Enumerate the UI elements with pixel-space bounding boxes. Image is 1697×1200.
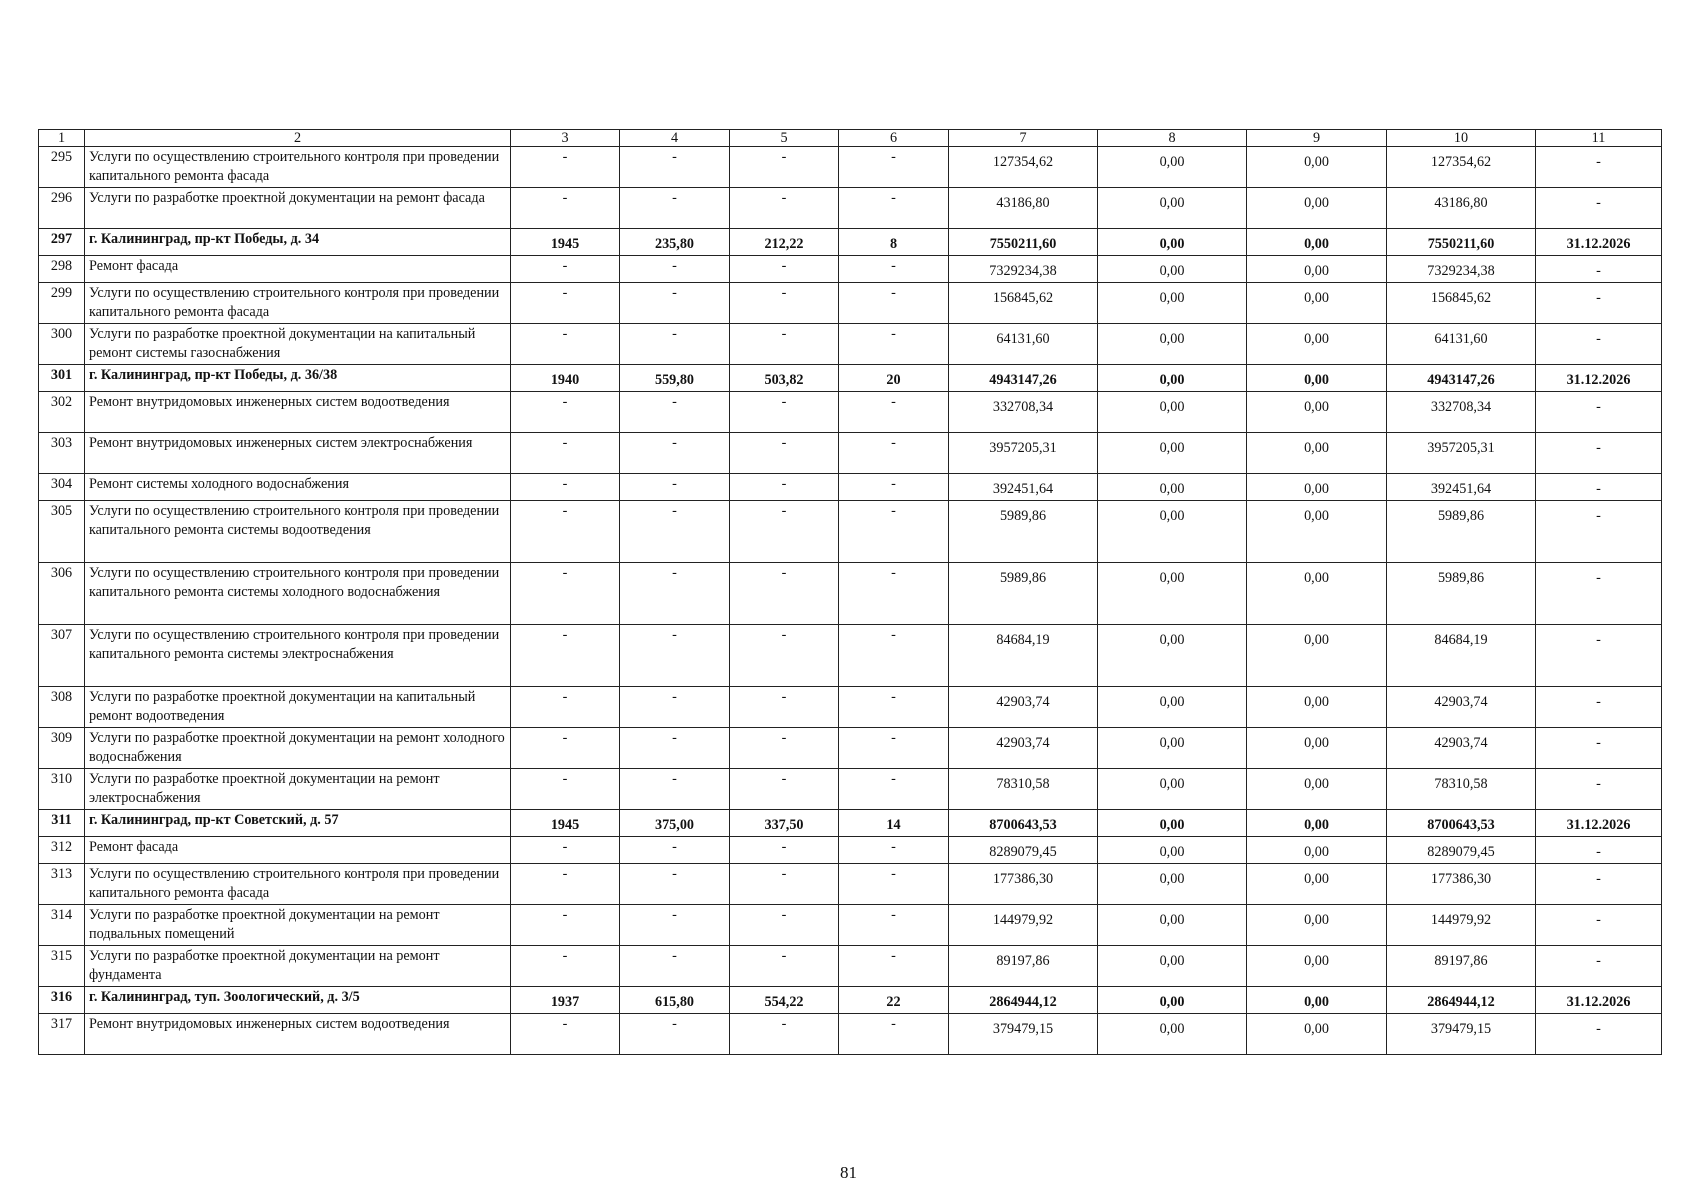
- owner-funds-cell: 3957205,31: [1387, 433, 1536, 474]
- owner-funds-cell: 332708,34: [1387, 392, 1536, 433]
- row-number-cell: 314: [39, 905, 85, 946]
- total-area-cell: -: [620, 1014, 730, 1055]
- header-cell: 7: [949, 130, 1098, 147]
- year-cell: -: [511, 1014, 620, 1055]
- local-funds-cell: 0,00: [1247, 229, 1387, 256]
- total-area-cell: -: [620, 474, 730, 501]
- row-number-cell: 306: [39, 563, 85, 625]
- federal-funds-cell: 0,00: [1098, 229, 1247, 256]
- completion-date-cell: -: [1536, 147, 1662, 188]
- year-cell: -: [511, 392, 620, 433]
- completion-date-cell: -: [1536, 905, 1662, 946]
- year-cell: -: [511, 687, 620, 728]
- total-cost-cell: 43186,80: [949, 188, 1098, 229]
- federal-funds-cell: 0,00: [1098, 365, 1247, 392]
- federal-funds-cell: 0,00: [1098, 987, 1247, 1014]
- owner-funds-cell: 64131,60: [1387, 324, 1536, 365]
- federal-funds-cell: 0,00: [1098, 1014, 1247, 1055]
- completion-date-cell: -: [1536, 433, 1662, 474]
- residents-cell: -: [839, 625, 949, 687]
- local-funds-cell: 0,00: [1247, 625, 1387, 687]
- header-cell: 3: [511, 130, 620, 147]
- work-name-cell: г. Калининград, пр-кт Советский, д. 57: [85, 810, 511, 837]
- address-row: [39, 810, 1662, 837]
- federal-funds-cell: 0,00: [1098, 474, 1247, 501]
- completion-date-cell: -: [1536, 283, 1662, 324]
- living-area-cell: -: [730, 501, 839, 563]
- work-name-cell: Услуги по осуществлению строительного контроля при проведении капитального ремонта фасада: [85, 147, 511, 188]
- work-item-row: [39, 864, 1662, 905]
- work-name-cell: Услуги по разработке проектной документации на ремонт холодного водоснабжения: [85, 728, 511, 769]
- federal-funds-cell: 0,00: [1098, 147, 1247, 188]
- total-cost-cell: 3957205,31: [949, 433, 1098, 474]
- address-row: [39, 229, 1662, 256]
- residents-cell: 14: [839, 810, 949, 837]
- owner-funds-cell: 8289079,45: [1387, 837, 1536, 864]
- total-cost-cell: 78310,58: [949, 769, 1098, 810]
- year-cell: -: [511, 625, 620, 687]
- residents-cell: 20: [839, 365, 949, 392]
- row-number-cell: 308: [39, 687, 85, 728]
- work-item-row: [39, 837, 1662, 864]
- local-funds-cell: 0,00: [1247, 147, 1387, 188]
- row-number-cell: 303: [39, 433, 85, 474]
- completion-date-cell: 31.12.2026: [1536, 365, 1662, 392]
- owner-funds-cell: 78310,58: [1387, 769, 1536, 810]
- owner-funds-cell: 43186,80: [1387, 188, 1536, 229]
- year-cell: -: [511, 474, 620, 501]
- federal-funds-cell: 0,00: [1098, 256, 1247, 283]
- year-cell: -: [511, 563, 620, 625]
- total-area-cell: -: [620, 392, 730, 433]
- completion-date-cell: -: [1536, 324, 1662, 365]
- year-cell: -: [511, 864, 620, 905]
- federal-funds-cell: 0,00: [1098, 837, 1247, 864]
- residents-cell: -: [839, 946, 949, 987]
- work-item-row: [39, 147, 1662, 188]
- local-funds-cell: 0,00: [1247, 837, 1387, 864]
- work-item-row: [39, 188, 1662, 229]
- row-number-cell: 307: [39, 625, 85, 687]
- living-area-cell: -: [730, 147, 839, 188]
- work-item-row: [39, 474, 1662, 501]
- row-number-cell: 315: [39, 946, 85, 987]
- completion-date-cell: -: [1536, 256, 1662, 283]
- work-name-cell: Услуги по осуществлению строительного контроля при проведении капитального ремонта фасада: [85, 283, 511, 324]
- federal-funds-cell: 0,00: [1098, 392, 1247, 433]
- living-area-cell: -: [730, 625, 839, 687]
- header-cell: 5: [730, 130, 839, 147]
- residents-cell: -: [839, 837, 949, 864]
- page-number: 81: [840, 1163, 857, 1182]
- header-cell: 2: [85, 130, 511, 147]
- local-funds-cell: 0,00: [1247, 946, 1387, 987]
- completion-date-cell: -: [1536, 392, 1662, 433]
- residents-cell: -: [839, 864, 949, 905]
- local-funds-cell: 0,00: [1247, 256, 1387, 283]
- local-funds-cell: 0,00: [1247, 474, 1387, 501]
- work-item-row: [39, 392, 1662, 433]
- work-item-row: [39, 687, 1662, 728]
- total-area-cell: -: [620, 283, 730, 324]
- row-number-cell: 309: [39, 728, 85, 769]
- living-area-cell: -: [730, 864, 839, 905]
- row-number-cell: 316: [39, 987, 85, 1014]
- work-name-cell: Услуги по разработке проектной документации на капитальный ремонт системы газоснабжения: [85, 324, 511, 365]
- federal-funds-cell: 0,00: [1098, 433, 1247, 474]
- row-number-cell: 299: [39, 283, 85, 324]
- residents-cell: -: [839, 687, 949, 728]
- local-funds-cell: 0,00: [1247, 188, 1387, 229]
- federal-funds-cell: 0,00: [1098, 283, 1247, 324]
- header-cell: 11: [1536, 130, 1662, 147]
- total-area-cell: -: [620, 837, 730, 864]
- completion-date-cell: -: [1536, 687, 1662, 728]
- completion-date-cell: -: [1536, 563, 1662, 625]
- capital-repair-table: [38, 129, 1662, 1055]
- work-name-cell: Ремонт фасада: [85, 837, 511, 864]
- row-number-cell: 311: [39, 810, 85, 837]
- federal-funds-cell: 0,00: [1098, 864, 1247, 905]
- work-item-row: [39, 728, 1662, 769]
- residents-cell: -: [839, 905, 949, 946]
- work-item-row: [39, 501, 1662, 563]
- total-cost-cell: 127354,62: [949, 147, 1098, 188]
- residents-cell: -: [839, 1014, 949, 1055]
- owner-funds-cell: 84684,19: [1387, 625, 1536, 687]
- federal-funds-cell: 0,00: [1098, 563, 1247, 625]
- header-cell: 4: [620, 130, 730, 147]
- year-cell: 1937: [511, 987, 620, 1014]
- federal-funds-cell: 0,00: [1098, 324, 1247, 365]
- row-number-cell: 302: [39, 392, 85, 433]
- owner-funds-cell: 127354,62: [1387, 147, 1536, 188]
- completion-date-cell: -: [1536, 501, 1662, 563]
- address-row: [39, 987, 1662, 1014]
- work-name-cell: г. Калининград, туп. Зоологический, д. 3/5: [85, 987, 511, 1014]
- residents-cell: 8: [839, 229, 949, 256]
- row-number-cell: 301: [39, 365, 85, 392]
- federal-funds-cell: 0,00: [1098, 946, 1247, 987]
- owner-funds-cell: 379479,15: [1387, 1014, 1536, 1055]
- living-area-cell: 554,22: [730, 987, 839, 1014]
- living-area-cell: -: [730, 728, 839, 769]
- total-area-cell: -: [620, 946, 730, 987]
- living-area-cell: 503,82: [730, 365, 839, 392]
- local-funds-cell: 0,00: [1247, 769, 1387, 810]
- completion-date-cell: 31.12.2026: [1536, 810, 1662, 837]
- completion-date-cell: -: [1536, 474, 1662, 501]
- work-item-row: [39, 769, 1662, 810]
- total-area-cell: -: [620, 687, 730, 728]
- owner-funds-cell: 7550211,60: [1387, 229, 1536, 256]
- local-funds-cell: 0,00: [1247, 987, 1387, 1014]
- living-area-cell: -: [730, 563, 839, 625]
- row-number-cell: 304: [39, 474, 85, 501]
- completion-date-cell: -: [1536, 864, 1662, 905]
- living-area-cell: -: [730, 474, 839, 501]
- federal-funds-cell: 0,00: [1098, 625, 1247, 687]
- work-name-cell: Услуги по разработке проектной документации на ремонт электроснабжения: [85, 769, 511, 810]
- year-cell: 1945: [511, 810, 620, 837]
- work-item-row: [39, 433, 1662, 474]
- total-area-cell: -: [620, 188, 730, 229]
- year-cell: -: [511, 728, 620, 769]
- owner-funds-cell: 4943147,26: [1387, 365, 1536, 392]
- residents-cell: -: [839, 392, 949, 433]
- total-cost-cell: 392451,64: [949, 474, 1098, 501]
- total-cost-cell: 42903,74: [949, 728, 1098, 769]
- residents-cell: -: [839, 188, 949, 229]
- living-area-cell: -: [730, 687, 839, 728]
- total-area-cell: 559,80: [620, 365, 730, 392]
- total-area-cell: -: [620, 563, 730, 625]
- year-cell: -: [511, 188, 620, 229]
- total-cost-cell: 64131,60: [949, 324, 1098, 365]
- row-number-cell: 310: [39, 769, 85, 810]
- federal-funds-cell: 0,00: [1098, 501, 1247, 563]
- work-item-row: [39, 946, 1662, 987]
- row-number-cell: 312: [39, 837, 85, 864]
- total-area-cell: -: [620, 147, 730, 188]
- federal-funds-cell: 0,00: [1098, 769, 1247, 810]
- completion-date-cell: -: [1536, 728, 1662, 769]
- completion-date-cell: -: [1536, 188, 1662, 229]
- local-funds-cell: 0,00: [1247, 1014, 1387, 1055]
- residents-cell: -: [839, 474, 949, 501]
- owner-funds-cell: 156845,62: [1387, 283, 1536, 324]
- residents-cell: -: [839, 256, 949, 283]
- work-name-cell: Ремонт внутридомовых инженерных систем водоотведения: [85, 1014, 511, 1055]
- year-cell: -: [511, 501, 620, 563]
- total-area-cell: -: [620, 769, 730, 810]
- completion-date-cell: -: [1536, 625, 1662, 687]
- work-name-cell: Услуги по осуществлению строительного контроля при проведении капитального ремонта системы холодного водоснабжения: [85, 563, 511, 625]
- living-area-cell: -: [730, 188, 839, 229]
- local-funds-cell: 0,00: [1247, 687, 1387, 728]
- work-name-cell: г. Калининград, пр-кт Победы, д. 36/38: [85, 365, 511, 392]
- year-cell: -: [511, 256, 620, 283]
- completion-date-cell: 31.12.2026: [1536, 229, 1662, 256]
- total-cost-cell: 89197,86: [949, 946, 1098, 987]
- total-cost-cell: 2864944,12: [949, 987, 1098, 1014]
- local-funds-cell: 0,00: [1247, 283, 1387, 324]
- row-number-cell: 317: [39, 1014, 85, 1055]
- owner-funds-cell: 144979,92: [1387, 905, 1536, 946]
- work-name-cell: Услуги по разработке проектной документации на капитальный ремонт водоотведения: [85, 687, 511, 728]
- living-area-cell: -: [730, 769, 839, 810]
- completion-date-cell: -: [1536, 1014, 1662, 1055]
- residents-cell: -: [839, 283, 949, 324]
- living-area-cell: -: [730, 392, 839, 433]
- federal-funds-cell: 0,00: [1098, 728, 1247, 769]
- row-number-cell: 300: [39, 324, 85, 365]
- work-name-cell: Ремонт внутридомовых инженерных систем водоотведения: [85, 392, 511, 433]
- residents-cell: -: [839, 563, 949, 625]
- row-number-cell: 295: [39, 147, 85, 188]
- total-area-cell: -: [620, 625, 730, 687]
- owner-funds-cell: 8700643,53: [1387, 810, 1536, 837]
- owner-funds-cell: 177386,30: [1387, 864, 1536, 905]
- total-area-cell: -: [620, 501, 730, 563]
- year-cell: 1945: [511, 229, 620, 256]
- work-name-cell: Услуги по осуществлению строительного контроля при проведении капитального ремонта системы водоотведения: [85, 501, 511, 563]
- federal-funds-cell: 0,00: [1098, 810, 1247, 837]
- owner-funds-cell: 392451,64: [1387, 474, 1536, 501]
- total-cost-cell: 5989,86: [949, 501, 1098, 563]
- total-cost-cell: 8289079,45: [949, 837, 1098, 864]
- owner-funds-cell: 42903,74: [1387, 687, 1536, 728]
- year-cell: -: [511, 283, 620, 324]
- total-cost-cell: 379479,15: [949, 1014, 1098, 1055]
- work-name-cell: г. Калининград, пр-кт Победы, д. 34: [85, 229, 511, 256]
- local-funds-cell: 0,00: [1247, 501, 1387, 563]
- row-number-cell: 313: [39, 864, 85, 905]
- total-area-cell: -: [620, 433, 730, 474]
- local-funds-cell: 0,00: [1247, 365, 1387, 392]
- year-cell: 1940: [511, 365, 620, 392]
- work-item-row: [39, 625, 1662, 687]
- row-number-cell: 305: [39, 501, 85, 563]
- work-name-cell: Услуги по разработке проектной документации на ремонт фундамента: [85, 946, 511, 987]
- work-item-row: [39, 1014, 1662, 1055]
- total-cost-cell: 8700643,53: [949, 810, 1098, 837]
- work-name-cell: Услуги по разработке проектной документации на ремонт подвальных помещений: [85, 905, 511, 946]
- total-area-cell: 235,80: [620, 229, 730, 256]
- total-area-cell: -: [620, 324, 730, 365]
- total-area-cell: 375,00: [620, 810, 730, 837]
- owner-funds-cell: 7329234,38: [1387, 256, 1536, 283]
- total-area-cell: -: [620, 256, 730, 283]
- local-funds-cell: 0,00: [1247, 728, 1387, 769]
- total-cost-cell: 156845,62: [949, 283, 1098, 324]
- living-area-cell: -: [730, 837, 839, 864]
- total-cost-cell: 84684,19: [949, 625, 1098, 687]
- year-cell: -: [511, 905, 620, 946]
- living-area-cell: 212,22: [730, 229, 839, 256]
- row-number-cell: 298: [39, 256, 85, 283]
- living-area-cell: -: [730, 1014, 839, 1055]
- residents-cell: -: [839, 769, 949, 810]
- row-number-cell: 297: [39, 229, 85, 256]
- year-cell: -: [511, 147, 620, 188]
- work-item-row: [39, 905, 1662, 946]
- total-cost-cell: 332708,34: [949, 392, 1098, 433]
- federal-funds-cell: 0,00: [1098, 188, 1247, 229]
- header-cell: 8: [1098, 130, 1247, 147]
- header-cell: 6: [839, 130, 949, 147]
- residents-cell: -: [839, 147, 949, 188]
- completion-date-cell: 31.12.2026: [1536, 987, 1662, 1014]
- work-item-row: [39, 324, 1662, 365]
- local-funds-cell: 0,00: [1247, 563, 1387, 625]
- year-cell: -: [511, 433, 620, 474]
- work-name-cell: Ремонт фасада: [85, 256, 511, 283]
- local-funds-cell: 0,00: [1247, 905, 1387, 946]
- work-name-cell: Услуги по осуществлению строительного контроля при проведении капитального ремонта фасада: [85, 864, 511, 905]
- owner-funds-cell: 5989,86: [1387, 501, 1536, 563]
- address-row: [39, 365, 1662, 392]
- total-cost-cell: 144979,92: [949, 905, 1098, 946]
- owner-funds-cell: 42903,74: [1387, 728, 1536, 769]
- living-area-cell: -: [730, 905, 839, 946]
- living-area-cell: -: [730, 946, 839, 987]
- residents-cell: -: [839, 433, 949, 474]
- local-funds-cell: 0,00: [1247, 392, 1387, 433]
- local-funds-cell: 0,00: [1247, 864, 1387, 905]
- total-cost-cell: 42903,74: [949, 687, 1098, 728]
- year-cell: -: [511, 769, 620, 810]
- residents-cell: -: [839, 728, 949, 769]
- work-item-row: [39, 283, 1662, 324]
- total-cost-cell: 7329234,38: [949, 256, 1098, 283]
- local-funds-cell: 0,00: [1247, 433, 1387, 474]
- total-cost-cell: 7550211,60: [949, 229, 1098, 256]
- residents-cell: -: [839, 324, 949, 365]
- year-cell: -: [511, 837, 620, 864]
- federal-funds-cell: 0,00: [1098, 905, 1247, 946]
- header-cell: 9: [1247, 130, 1387, 147]
- total-cost-cell: 5989,86: [949, 563, 1098, 625]
- work-name-cell: Услуги по разработке проектной документации на ремонт фасада: [85, 188, 511, 229]
- total-area-cell: -: [620, 905, 730, 946]
- residents-cell: 22: [839, 987, 949, 1014]
- living-area-cell: -: [730, 433, 839, 474]
- column-number-row: [39, 130, 1662, 147]
- header-cell: 1: [39, 130, 85, 147]
- total-area-cell: 615,80: [620, 987, 730, 1014]
- completion-date-cell: -: [1536, 946, 1662, 987]
- federal-funds-cell: 0,00: [1098, 687, 1247, 728]
- living-area-cell: 337,50: [730, 810, 839, 837]
- local-funds-cell: 0,00: [1247, 810, 1387, 837]
- year-cell: -: [511, 324, 620, 365]
- completion-date-cell: -: [1536, 769, 1662, 810]
- work-name-cell: Услуги по осуществлению строительного контроля при проведении капитального ремонта системы электроснабжения: [85, 625, 511, 687]
- row-number-cell: 296: [39, 188, 85, 229]
- total-area-cell: -: [620, 728, 730, 769]
- completion-date-cell: -: [1536, 837, 1662, 864]
- total-cost-cell: 177386,30: [949, 864, 1098, 905]
- local-funds-cell: 0,00: [1247, 324, 1387, 365]
- header-cell: 10: [1387, 130, 1536, 147]
- work-item-row: [39, 563, 1662, 625]
- living-area-cell: -: [730, 283, 839, 324]
- owner-funds-cell: 2864944,12: [1387, 987, 1536, 1014]
- living-area-cell: -: [730, 324, 839, 365]
- work-name-cell: Ремонт системы холодного водоснабжения: [85, 474, 511, 501]
- owner-funds-cell: 89197,86: [1387, 946, 1536, 987]
- residents-cell: -: [839, 501, 949, 563]
- living-area-cell: -: [730, 256, 839, 283]
- year-cell: -: [511, 946, 620, 987]
- owner-funds-cell: 5989,86: [1387, 563, 1536, 625]
- total-area-cell: -: [620, 864, 730, 905]
- document-table-container: [38, 129, 1661, 1055]
- total-cost-cell: 4943147,26: [949, 365, 1098, 392]
- work-name-cell: Ремонт внутридомовых инженерных систем электроснабжения: [85, 433, 511, 474]
- work-item-row: [39, 256, 1662, 283]
